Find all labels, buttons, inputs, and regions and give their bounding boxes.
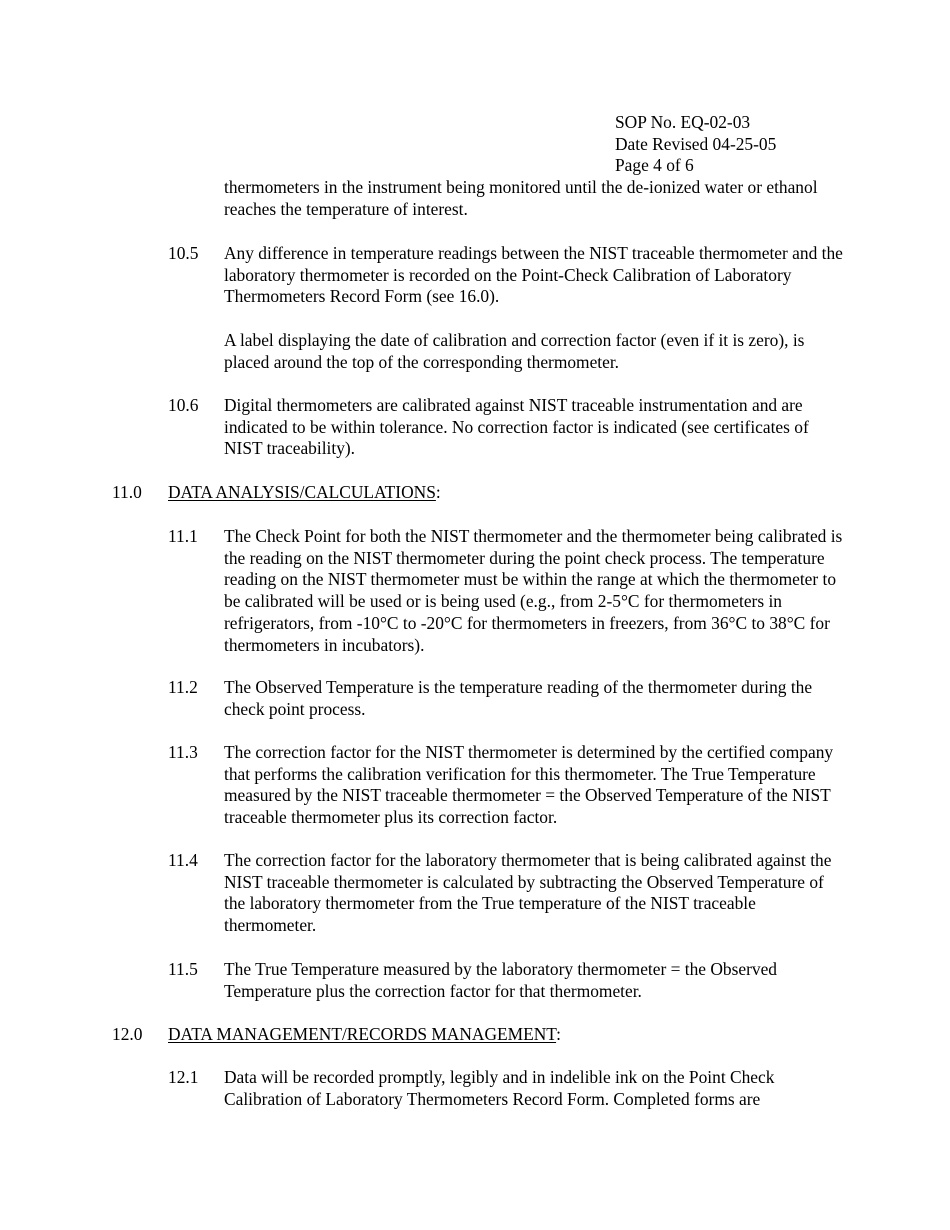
item-text: The Check Point for both the NIST thermometer and the thermometer being calibrated is the reading on the NIST thermometer during the point check process. The temperature reading on the NIST thermometer must be within the range at which the thermometer to be calibrated will be used or is being used (e.g., from 2-5°C for thermometers in refrigerators, from -10°C to -20°C for thermometers in freezers, from 36°C to 38°C for thermometers in incubators). — [224, 526, 843, 655]
continuation-paragraph: thermometers in the instrument being monitored until the de-ionized water or ethanol reaches the temperature of interest. — [224, 177, 818, 219]
item-text: Digital thermometers are calibrated against NIST traceable instrumentation and are indicated to be within tolerance. No correction factor is indicated (see certificates of NIST traceability). — [224, 395, 809, 459]
page-number: Page 4 of 6 — [615, 155, 694, 176]
item-number: 11.1 — [168, 526, 198, 546]
section-item-10-5 — [168, 243, 848, 308]
item-number: 11.2 — [168, 677, 198, 697]
item-text: The correction factor for the laboratory thermometer that is being calibrated against the NIST traceable thermometer is calculated by subtracting the Observed Temperature of the laboratory thermometer from the True temperature of the NIST traceable thermometer. — [224, 850, 832, 936]
date-revised: Date Revised 04-25-05 — [615, 133, 777, 154]
item-text: The True Temperature measured by the laboratory thermometer = the Observed Temperature plus the correction factor for that thermometer. — [224, 959, 777, 1001]
item-number: 10.5 — [168, 243, 199, 263]
section-item-11-2 — [168, 677, 848, 720]
section-heading-12 — [112, 1024, 812, 1046]
section-title-colon: : — [435, 482, 441, 502]
item-number: 12.1 — [168, 1067, 199, 1087]
item-text: Data will be recorded promptly, legibly and in indelible ink on the Point Check Calibration of Laboratory Thermometers Record Form. Completed forms are — [224, 1067, 775, 1109]
section-item-11-1 — [168, 526, 848, 656]
section-number: 11.0 — [112, 482, 142, 502]
item-number: 11.5 — [168, 959, 198, 979]
item-number: 11.3 — [168, 742, 198, 762]
sop-number: SOP No. EQ-02-03 — [615, 112, 751, 132]
section-item-11-3 — [168, 742, 848, 829]
section-title: DATA ANALYSIS/CALCULATIONS — [168, 482, 436, 502]
item-number: 11.4 — [168, 850, 198, 870]
section-item-10-6 — [168, 395, 848, 460]
item-text: The correction factor for the NIST thermometer is determined by the certified company that performs the calibration verification for this thermometer. The True Temperature measured by the NIST traceable thermometer = the Observed Temperature of the NIST traceable thermometer plus its correction factor. — [224, 742, 834, 828]
section-heading-11 — [112, 482, 812, 504]
page-header — [615, 112, 915, 177]
section-number: 12.0 — [112, 1024, 143, 1044]
item-text: The Observed Temperature is the temperature reading of the thermometer during the check point process. — [224, 677, 813, 719]
section-item-11-4 — [168, 850, 848, 937]
section-item-11-5 — [168, 959, 848, 1002]
item-10-5-label-paragraph: A label displaying the date of calibration and correction factor (even if it is zero), is placed around the top of the corresponding thermometer. — [224, 330, 805, 372]
item-number: 10.6 — [168, 395, 199, 415]
section-title-colon: : — [556, 1024, 561, 1044]
section-item-12-1 — [168, 1067, 848, 1110]
section-title: DATA MANAGEMENT/RECORDS MANAGEMENT — [168, 1024, 557, 1044]
item-text: Any difference in temperature readings between the NIST traceable thermometer and the laboratory thermometer is recorded on the Point-Check Calibration of Laboratory Thermometers Record Form (see 16.0). — [224, 243, 843, 307]
